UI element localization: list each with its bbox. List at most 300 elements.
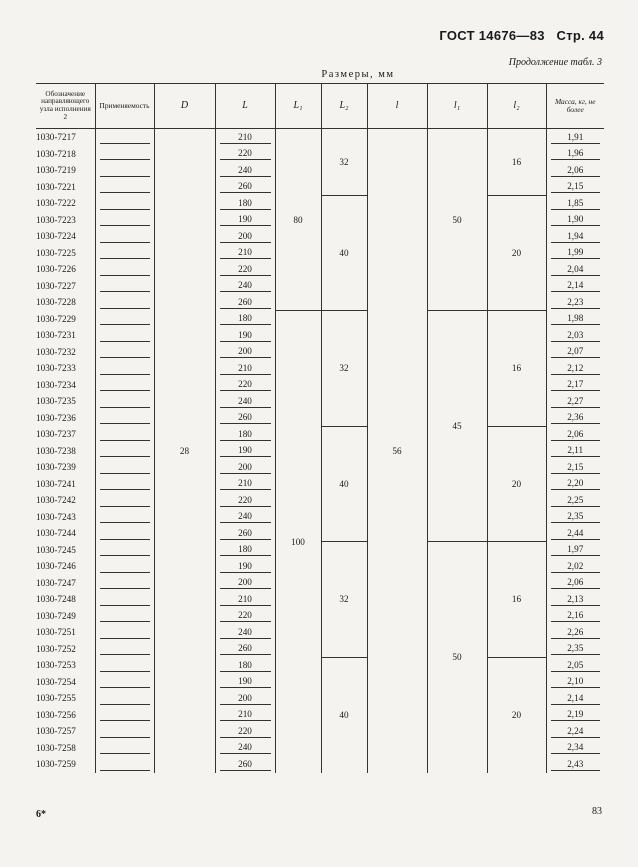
L-cell xyxy=(215,459,275,476)
L-value: 180 xyxy=(220,197,271,210)
application-cell xyxy=(95,261,154,278)
L-value: 200 xyxy=(220,230,271,243)
mass-value: 2,14 xyxy=(551,279,601,292)
application-cell xyxy=(95,393,154,410)
application-cell xyxy=(95,146,154,163)
designation-cell: 1030-7235 xyxy=(36,396,76,407)
mass-value: 2,25 xyxy=(551,494,601,507)
sizes-title: Размеры, мм xyxy=(321,69,395,80)
L-value: 220 xyxy=(220,378,271,391)
l1-cell: 50 xyxy=(427,129,487,311)
table-row xyxy=(36,311,604,328)
designation-cell: 1030-7219 xyxy=(36,165,76,176)
application-blank-line xyxy=(100,395,150,408)
designation-cell: 1030-7229 xyxy=(36,313,76,324)
L-cell xyxy=(215,641,275,658)
application-blank-line xyxy=(100,246,150,259)
application-blank-line xyxy=(100,576,150,589)
application-blank-line xyxy=(100,428,150,441)
L2-cell: 32 xyxy=(321,542,367,658)
application-blank-line xyxy=(100,741,150,754)
mass-cell xyxy=(546,344,604,361)
mass-cell xyxy=(546,608,604,625)
application-cell xyxy=(95,129,154,146)
L-value: 240 xyxy=(220,741,271,754)
mass-value: 2,14 xyxy=(551,692,601,705)
L-value: 200 xyxy=(220,692,271,705)
col-L: L xyxy=(215,84,275,129)
mass-cell xyxy=(546,657,604,674)
application-cell xyxy=(95,690,154,707)
application-cell xyxy=(95,674,154,691)
mass-cell xyxy=(546,360,604,377)
L-cell xyxy=(215,344,275,361)
application-blank-line xyxy=(100,609,150,622)
application-blank-line xyxy=(100,692,150,705)
L2-cell: 40 xyxy=(321,195,367,311)
application-cell xyxy=(95,591,154,608)
mass-value: 2,26 xyxy=(551,626,601,639)
L-cell xyxy=(215,608,275,625)
application-cell xyxy=(95,426,154,443)
L-value: 260 xyxy=(220,527,271,540)
designation-cell: 1030-7236 xyxy=(36,412,76,423)
designation-cell: 1030-7237 xyxy=(36,429,76,440)
application-blank-line xyxy=(100,345,150,358)
application-blank-line xyxy=(100,494,150,507)
L-value: 190 xyxy=(220,675,271,688)
l2-cell: 16 xyxy=(487,311,546,427)
application-cell xyxy=(95,360,154,377)
mass-value: 1,91 xyxy=(551,131,601,144)
L-cell xyxy=(215,674,275,691)
application-cell xyxy=(95,294,154,311)
mass-cell xyxy=(546,509,604,526)
application-blank-line xyxy=(100,230,150,243)
mass-cell xyxy=(546,575,604,592)
application-cell xyxy=(95,228,154,245)
L-cell xyxy=(215,327,275,344)
mass-value: 2,06 xyxy=(551,576,601,589)
mass-cell xyxy=(546,459,604,476)
mass-value: 1,90 xyxy=(551,213,601,226)
mass-value: 2,34 xyxy=(551,741,601,754)
mass-cell xyxy=(546,674,604,691)
mass-cell xyxy=(546,195,604,212)
L2-cell: 40 xyxy=(321,426,367,542)
mass-cell xyxy=(546,525,604,542)
L-value: 220 xyxy=(220,725,271,738)
designation-cell: 1030-7258 xyxy=(36,742,76,753)
l1-cell: 45 xyxy=(427,311,487,542)
mass-value: 2,15 xyxy=(551,180,601,193)
L-cell xyxy=(215,195,275,212)
L-cell xyxy=(215,707,275,724)
L-cell xyxy=(215,360,275,377)
designation-cell: 1030-7227 xyxy=(36,280,76,291)
application-cell xyxy=(95,344,154,361)
application-cell xyxy=(95,410,154,427)
L-value: 180 xyxy=(220,312,271,325)
L-value: 260 xyxy=(220,758,271,771)
mass-cell xyxy=(546,591,604,608)
L-cell xyxy=(215,624,275,641)
L-value: 200 xyxy=(220,345,271,358)
L-value: 260 xyxy=(220,642,271,655)
designation-cell: 1030-7249 xyxy=(36,610,76,621)
l1-cell: 50 xyxy=(427,542,487,773)
application-blank-line xyxy=(100,279,150,292)
document-header xyxy=(439,28,604,43)
application-blank-line xyxy=(100,477,150,490)
L-value: 200 xyxy=(220,461,271,474)
col-mass: Масса, кг, не более xyxy=(546,84,604,129)
application-blank-line xyxy=(100,593,150,606)
L1-cell: 100 xyxy=(275,311,321,773)
designation-cell: 1030-7252 xyxy=(36,643,76,654)
continuation-note: Продолжение табл. 3 xyxy=(508,57,602,68)
designation-cell: 1030-7253 xyxy=(36,660,76,671)
mass-value: 1,85 xyxy=(551,197,601,210)
application-blank-line xyxy=(100,329,150,342)
application-blank-line xyxy=(100,131,150,144)
designation-cell: 1030-7251 xyxy=(36,627,76,638)
designation-cell: 1030-7254 xyxy=(36,676,76,687)
application-blank-line xyxy=(100,197,150,210)
L-cell xyxy=(215,591,275,608)
L-cell xyxy=(215,245,275,262)
mass-cell xyxy=(546,129,604,146)
col-l2: l₂ xyxy=(487,84,546,129)
mass-value: 2,27 xyxy=(551,395,601,408)
application-blank-line xyxy=(100,263,150,276)
l2-cell: 16 xyxy=(487,542,546,658)
application-cell xyxy=(95,525,154,542)
application-blank-line xyxy=(100,510,150,523)
application-cell xyxy=(95,740,154,757)
application-blank-line xyxy=(100,708,150,721)
L-cell xyxy=(215,575,275,592)
mass-cell xyxy=(546,410,604,427)
table-header-row xyxy=(36,84,604,129)
application-cell xyxy=(95,327,154,344)
mass-cell xyxy=(546,278,604,295)
standard-number: ГОСТ 14676—83 xyxy=(439,28,545,43)
L-value: 180 xyxy=(220,543,271,556)
designation-cell: 1030-7223 xyxy=(36,214,76,225)
L-cell xyxy=(215,129,275,146)
L-cell xyxy=(215,558,275,575)
mass-value: 2,06 xyxy=(551,428,601,441)
designation-cell: 1030-7241 xyxy=(36,478,76,489)
mass-value: 2,17 xyxy=(551,378,601,391)
designation-cell: 1030-7221 xyxy=(36,181,76,192)
L-value: 220 xyxy=(220,609,271,622)
designation-cell: 1030-7226 xyxy=(36,264,76,275)
mass-value: 2,35 xyxy=(551,510,601,523)
application-cell xyxy=(95,723,154,740)
L-cell xyxy=(215,426,275,443)
application-blank-line xyxy=(100,527,150,540)
L-value: 210 xyxy=(220,477,271,490)
L2-cell: 40 xyxy=(321,657,367,773)
L-cell xyxy=(215,756,275,773)
designation-cell: 1030-7257 xyxy=(36,726,76,737)
L-value: 220 xyxy=(220,494,271,507)
mass-cell xyxy=(546,740,604,757)
L-cell xyxy=(215,542,275,559)
mass-value: 2,10 xyxy=(551,675,601,688)
mass-cell xyxy=(546,756,604,773)
mass-value: 1,99 xyxy=(551,246,601,259)
L-cell xyxy=(215,443,275,460)
mass-value: 2,06 xyxy=(551,164,601,177)
L-value: 260 xyxy=(220,296,271,309)
mass-cell xyxy=(546,723,604,740)
col-l: l xyxy=(367,84,427,129)
application-cell xyxy=(95,558,154,575)
L1-cell: 80 xyxy=(275,129,321,311)
mass-cell xyxy=(546,641,604,658)
page-number: 83 xyxy=(592,806,602,817)
designation-cell: 1030-7217 xyxy=(36,132,76,143)
L-value: 240 xyxy=(220,510,271,523)
L-cell xyxy=(215,723,275,740)
mass-value: 2,23 xyxy=(551,296,601,309)
L-value: 240 xyxy=(220,395,271,408)
l2-cell: 16 xyxy=(487,129,546,196)
mass-cell xyxy=(546,558,604,575)
mass-cell xyxy=(546,377,604,394)
mass-cell xyxy=(546,542,604,559)
L-value: 210 xyxy=(220,708,271,721)
L-cell xyxy=(215,393,275,410)
designation-cell: 1030-7228 xyxy=(36,297,76,308)
L-cell xyxy=(215,294,275,311)
mass-cell xyxy=(546,426,604,443)
mass-cell xyxy=(546,393,604,410)
L-value: 210 xyxy=(220,246,271,259)
application-blank-line xyxy=(100,362,150,375)
application-cell xyxy=(95,575,154,592)
mass-value: 1,98 xyxy=(551,312,601,325)
application-cell xyxy=(95,195,154,212)
mass-value: 2,20 xyxy=(551,477,601,490)
footer-mark: 6* xyxy=(36,809,46,820)
L-cell xyxy=(215,525,275,542)
application-cell xyxy=(95,212,154,229)
L-cell xyxy=(215,690,275,707)
designation-cell: 1030-7232 xyxy=(36,346,76,357)
application-blank-line xyxy=(100,560,150,573)
L-cell xyxy=(215,162,275,179)
application-blank-line xyxy=(100,213,150,226)
application-blank-line xyxy=(100,411,150,424)
L-cell xyxy=(215,261,275,278)
L-cell xyxy=(215,146,275,163)
application-cell xyxy=(95,443,154,460)
mass-value: 2,12 xyxy=(551,362,601,375)
mass-value: 2,11 xyxy=(551,444,601,457)
l2-cell: 20 xyxy=(487,426,546,542)
application-cell xyxy=(95,624,154,641)
table-row xyxy=(36,129,604,146)
mass-value: 1,97 xyxy=(551,543,601,556)
designation-cell: 1030-7244 xyxy=(36,528,76,539)
table-body xyxy=(36,129,604,773)
mass-value: 1,96 xyxy=(551,147,601,160)
col-l1: l₁ xyxy=(427,84,487,129)
designation-cell: 1030-7218 xyxy=(36,148,76,159)
application-blank-line xyxy=(100,626,150,639)
designation-cell: 1030-7259 xyxy=(36,759,76,770)
designation-cell: 1030-7243 xyxy=(36,511,76,522)
application-blank-line xyxy=(100,725,150,738)
mass-cell xyxy=(546,476,604,493)
mass-value: 2,13 xyxy=(551,593,601,606)
L-cell xyxy=(215,278,275,295)
L-value: 190 xyxy=(220,329,271,342)
mass-cell xyxy=(546,492,604,509)
application-cell xyxy=(95,162,154,179)
D-cell: 28 xyxy=(154,129,215,773)
L-value: 240 xyxy=(220,626,271,639)
L-cell xyxy=(215,228,275,245)
application-blank-line xyxy=(100,296,150,309)
application-cell xyxy=(95,707,154,724)
mass-value: 2,36 xyxy=(551,411,601,424)
L-cell xyxy=(215,410,275,427)
application-blank-line xyxy=(100,659,150,672)
application-blank-line xyxy=(100,461,150,474)
L-cell xyxy=(215,311,275,328)
L-value: 260 xyxy=(220,411,271,424)
L-value: 240 xyxy=(220,164,271,177)
L-value: 200 xyxy=(220,576,271,589)
mass-value: 2,04 xyxy=(551,263,601,276)
application-blank-line xyxy=(100,444,150,457)
mass-cell xyxy=(546,162,604,179)
L-value: 180 xyxy=(220,428,271,441)
application-cell xyxy=(95,756,154,773)
application-cell xyxy=(95,245,154,262)
application-cell xyxy=(95,492,154,509)
designation-cell: 1030-7239 xyxy=(36,462,76,473)
application-cell xyxy=(95,641,154,658)
L-cell xyxy=(215,212,275,229)
application-cell xyxy=(95,657,154,674)
application-cell xyxy=(95,608,154,625)
application-cell xyxy=(95,179,154,196)
L2-cell: 32 xyxy=(321,129,367,196)
mass-value: 2,02 xyxy=(551,560,601,573)
mass-cell xyxy=(546,707,604,724)
application-blank-line xyxy=(100,312,150,325)
application-cell xyxy=(95,311,154,328)
L-value: 190 xyxy=(220,444,271,457)
mass-cell xyxy=(546,245,604,262)
designation-cell: 1030-7247 xyxy=(36,577,76,588)
application-cell xyxy=(95,542,154,559)
designation-cell: 1030-7246 xyxy=(36,561,76,572)
application-cell xyxy=(95,278,154,295)
L-cell xyxy=(215,657,275,674)
designation-cell: 1030-7255 xyxy=(36,693,76,704)
L-value: 210 xyxy=(220,593,271,606)
L-cell xyxy=(215,740,275,757)
col-D: D xyxy=(154,84,215,129)
L-value: 210 xyxy=(220,131,271,144)
designation-cell: 1030-7231 xyxy=(36,330,76,341)
L-value: 240 xyxy=(220,279,271,292)
L-value: 220 xyxy=(220,263,271,276)
mass-value: 2,44 xyxy=(551,527,601,540)
designation-cell: 1030-7224 xyxy=(36,231,76,242)
application-blank-line xyxy=(100,164,150,177)
mass-value: 1,94 xyxy=(551,230,601,243)
col-L1: L₁ xyxy=(275,84,321,129)
mass-value: 2,43 xyxy=(551,758,601,771)
mass-cell xyxy=(546,443,604,460)
designation-cell: 1030-7245 xyxy=(36,544,76,555)
l2-cell: 20 xyxy=(487,657,546,773)
designation-cell: 1030-7238 xyxy=(36,445,76,456)
L-value: 260 xyxy=(220,180,271,193)
application-blank-line xyxy=(100,147,150,160)
mass-cell xyxy=(546,294,604,311)
mass-value: 2,07 xyxy=(551,345,601,358)
application-cell xyxy=(95,377,154,394)
designation-cell: 1030-7233 xyxy=(36,363,76,374)
designation-cell: 1030-7225 xyxy=(36,247,76,258)
application-blank-line xyxy=(100,758,150,771)
L-cell xyxy=(215,476,275,493)
mass-cell xyxy=(546,228,604,245)
mass-value: 2,05 xyxy=(551,659,601,672)
L2-cell: 32 xyxy=(321,311,367,427)
L-cell xyxy=(215,492,275,509)
designation-cell: 1030-7248 xyxy=(36,594,76,605)
application-blank-line xyxy=(100,543,150,556)
mass-value: 2,16 xyxy=(551,609,601,622)
mass-value: 2,03 xyxy=(551,329,601,342)
l-cell: 56 xyxy=(367,129,427,773)
col-application: Применяемость xyxy=(95,84,154,129)
mass-cell xyxy=(546,690,604,707)
L-value: 220 xyxy=(220,147,271,160)
application-cell xyxy=(95,459,154,476)
application-cell xyxy=(95,509,154,526)
mass-cell xyxy=(546,146,604,163)
mass-cell xyxy=(546,327,604,344)
dimensions-table xyxy=(36,83,604,773)
L-cell xyxy=(215,377,275,394)
col-designation: Обозначение направляющего узла исполнения 2 xyxy=(36,84,95,129)
l2-cell: 20 xyxy=(487,195,546,311)
mass-value: 2,19 xyxy=(551,708,601,721)
page-label: Стр. 44 xyxy=(556,28,604,43)
mass-value: 2,24 xyxy=(551,725,601,738)
designation-cell: 1030-7256 xyxy=(36,709,76,720)
mass-value: 2,15 xyxy=(551,461,601,474)
designation-cell: 1030-7242 xyxy=(36,495,76,506)
L-value: 190 xyxy=(220,560,271,573)
mass-cell xyxy=(546,179,604,196)
L-value: 180 xyxy=(220,659,271,672)
L-cell xyxy=(215,509,275,526)
designation-cell: 1030-7222 xyxy=(36,198,76,209)
designation-cell: 1030-7234 xyxy=(36,379,76,390)
